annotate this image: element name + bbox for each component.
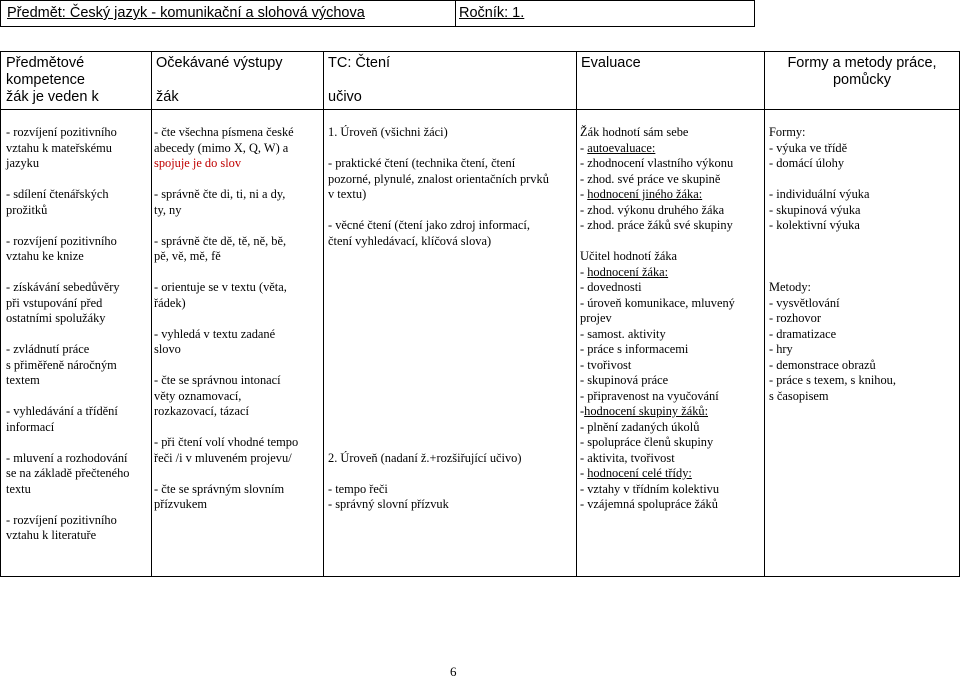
spacer-line [769,249,896,265]
topic-cell [328,125,549,513]
spacer-line [328,373,549,389]
text-line: - hodnocení celé třídy: [580,466,692,480]
text-line: - domácí úlohy [769,156,845,170]
header-text: pomůcky [832,72,892,88]
spacer-line [328,296,549,312]
text-line: - připravenost na vyučování [580,388,719,403]
text-line: - vzájemná spolupráce žáků [580,497,718,511]
header-text: kompetence [6,72,85,88]
text-line: -hodnocení skupiny žáků: [580,404,709,418]
text-line: - rozvíjení pozitivního [6,512,117,527]
text-line: - hry [769,342,793,356]
spacer-line [328,342,549,358]
text-line: řádek) [154,295,186,310]
text-line: - hodnocení jiného žáka: [580,187,703,201]
header-topic [328,55,390,106]
text-line: s přiměřeně náročným [6,357,117,372]
outcomes-cell [154,125,298,513]
text-line: - orientuje se v textu (věta, [154,280,287,294]
text-line: - čte se správnou intonací [154,373,281,387]
text-line: textem [6,373,40,387]
text-line: - individuální výuka [769,187,870,201]
text-line: - práce s texem, s knihou, [769,373,896,387]
text-line: - tempo řeči [328,481,388,496]
spacer-line [6,218,130,234]
header-text: učivo [328,89,362,105]
methods-cell [769,125,896,404]
spacer-line [154,358,298,374]
header-text: žák [156,89,179,105]
text-line: - zhod. výkonu druhého žáka [580,202,725,217]
text-line: - praktické čtení (technika čtení, čtení [328,156,516,170]
spacer-line [328,420,549,436]
text-line: - čte všechna písmena české [154,125,294,139]
text-line: - zvládnutí práce [6,342,90,356]
text-line: - skupinová práce [580,373,669,387]
spacer-line [328,311,549,327]
text-line: - věcné čtení (čtení jako zdroj informací, [328,218,530,232]
text-line: - hodnocení žáka: [580,264,669,279]
text-line: - skupinová výuka [769,202,861,217]
text-line: - při čtení volí vhodné tempo [154,435,299,449]
column-divider [764,52,765,576]
spacer-line [154,172,298,188]
spacer-line [769,234,896,250]
text-line: - dovednosti [580,280,642,294]
text-line: - aktivita, tvořivost [580,450,675,465]
header-text: žák je veden k [6,89,99,105]
text-line: - plnění zadaných úkolů [580,419,700,434]
competence-cell [6,125,130,544]
grade-label: Ročník: 1. [459,5,525,21]
header-text: Předmětové [6,55,85,71]
text-line: - výuka ve třídě [769,140,848,155]
page-number: 6 [450,664,457,679]
text-line: - vysvětlování [769,295,840,310]
text-line: - autoevaluace: [580,140,656,155]
text-line: - spolupráce členů skupiny [580,435,714,449]
text-line: spojuje je do slov [154,156,242,170]
text-line: - rozvíjení pozitivního [6,233,117,248]
spacer-line [328,389,549,405]
text-line: - tvořivost [580,357,632,372]
spacer-line [328,265,549,281]
spacer-line [769,172,896,188]
text-line: prožitků [6,202,48,217]
header-methods [769,55,955,89]
text-line: Žák hodnotí sám sebe [580,125,689,139]
text-line: - dramatizace [769,326,837,341]
text-line: - rozvíjení pozitivního [6,125,117,139]
header-text: Formy a metody práce, [787,55,937,71]
spacer-line [6,172,130,188]
header-text: Očekávané výstupy [156,55,283,71]
text-line: s časopisem [769,388,829,403]
column-divider [576,52,577,576]
header-divider [455,1,456,26]
text-line: - samost. aktivity [580,326,666,341]
text-line: čtení vyhledávací, klíčová slova) [328,233,492,248]
curriculum-table [0,51,960,577]
text-line: vztahu k literatuře [6,528,97,542]
column-divider [323,52,324,576]
header-divider-line [1,109,959,110]
text-line: věty oznamovací, [154,388,242,403]
spacer-line [328,327,549,343]
subject-title: Předmět: Český jazyk - komunikační a slohová výchova [7,5,365,21]
header-evaluation [581,55,641,72]
text-line: - demonstrace obrazů [769,357,876,372]
text-line: 1. Úroveň (všichni žáci) [328,125,448,139]
text-line: při vstupování před [6,295,103,310]
text-line: ty, ny [154,202,182,217]
text-line: - mluvení a rozhodování [6,450,128,465]
text-line: abecedy (mimo X, Q, W) a [154,140,289,155]
text-line: - vztahy v třídním kolektivu [580,481,720,496]
text-line: - zhod. práce žáků své skupiny [580,218,733,232]
text-line: pě, vě, mě, fě [154,249,221,263]
spacer-line [769,265,896,281]
column-divider [151,52,152,576]
text-line: vztahu ke knize [6,249,84,263]
spacer-line [328,141,549,157]
text-line: - získávání sebedůvěry [6,280,120,294]
spacer-line [6,497,130,513]
text-line: 2. Úroveň (nadaní ž.+rozšiřující učivo) [328,450,522,465]
spacer-line [154,218,298,234]
spacer-line [6,265,130,281]
text-line: řeči /i v mluveném projevu/ [154,450,292,465]
text-line: - zhod. své práce ve skupině [580,171,721,186]
spacer-line [6,435,130,451]
spacer-line [6,389,130,405]
text-line: - vyhledá v textu zadané [154,326,276,341]
evaluation-cell [580,125,735,513]
text-line: - správně čte di, ti, ni a dy, [154,187,286,201]
text-line: - vyhledávání a třídění [6,404,118,418]
header-text: Evaluace [581,55,641,71]
text-line: informací [6,419,55,434]
text-line: Učitel hodnotí žáka [580,249,678,263]
text-line: rozkazovací, tázací [154,404,249,418]
subject-header-box [0,0,755,27]
text-line: Metody: [769,280,811,294]
text-line: - rozhovor [769,311,821,325]
text-line: v textu) [328,187,367,201]
spacer-line [154,420,298,436]
text-line: - sdílení čtenářských [6,187,109,201]
spacer-line [580,234,735,250]
text-line: - správný slovní přízvuk [328,497,449,511]
text-line: Formy: [769,125,806,139]
spacer-line [328,249,549,265]
text-line: se na základě přečteného [6,466,130,480]
text-line: - práce s informacemi [580,342,689,356]
spacer-line [328,466,549,482]
spacer-line [328,358,549,374]
header-text: TC: Čtení [328,55,391,71]
spacer-line [328,435,549,451]
spacer-line [154,265,298,281]
text-line: ostatními spolužáky [6,311,106,325]
text-line: - zhodnocení vlastního výkonu [580,156,734,170]
header-competence [6,55,99,106]
text-line: - kolektivní výuka [769,218,860,232]
spacer-line [154,311,298,327]
spacer-line [154,466,298,482]
text-line: projev [580,311,612,325]
text-line: textu [6,481,31,496]
text-line: vztahu k mateřskému [6,140,112,155]
text-line: - úroveň komunikace, mluvený [580,295,735,310]
header-outcomes [156,55,283,106]
text-line: - správně čte dě, tě, ně, bě, [154,233,287,248]
text-line: jazyku [6,156,40,170]
spacer-line [328,203,549,219]
spacer-line [6,327,130,343]
spacer-line [328,280,549,296]
text-line: slovo [154,342,181,356]
text-line: přízvukem [154,497,207,511]
spacer-line [328,404,549,420]
text-line: pozorné, plynulé, znalost orientačních prvků [328,171,549,186]
text-line: - čte se správným slovním [154,481,285,496]
